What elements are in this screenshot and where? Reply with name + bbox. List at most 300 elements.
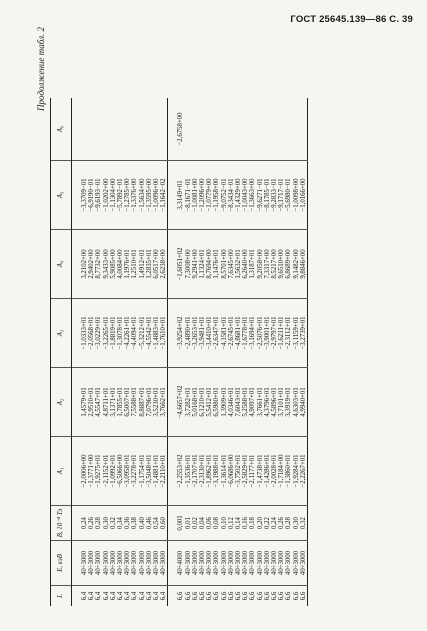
table-cell: −1,8819+01 (110, 299, 117, 368)
table-cell: 0,01 (185, 506, 192, 541)
table-cell: 0,18 (249, 506, 256, 541)
table-cell: −1,4329+00 (235, 161, 242, 230)
table-cell: 6,6 (184, 591, 192, 601)
table-cell: −3,1988+01 (213, 437, 220, 506)
table-cell: −1,0779+00 (206, 161, 213, 230)
table-cell: 5,0168+01 (192, 368, 199, 437)
table-cell: 6,6 (177, 591, 185, 601)
table-cell: −9,1717−01 (278, 161, 285, 230)
table-cell (285, 98, 292, 161)
table-cell: 9,3433+00 (103, 230, 110, 299)
table-cell: 9,6510+00 (278, 230, 285, 299)
table-cell: 6,4 (117, 591, 125, 601)
table-cell (117, 98, 124, 161)
table-cell (300, 98, 308, 161)
table-cell: 0,06 (206, 506, 213, 541)
table-cell: −1,0098+00 (293, 161, 300, 230)
table-cell: 0,36 (124, 506, 131, 541)
table-row (95, 98, 102, 606)
table-cell: 6,2640+00 (242, 230, 249, 299)
table-row (257, 98, 264, 606)
table-cell: 6,4 (88, 591, 96, 601)
table-row (110, 98, 117, 606)
table-cell: 6,6 (299, 591, 307, 601)
table-cell: −1,3078+01 (117, 299, 124, 368)
table-cell: 3,3919+01 (285, 368, 292, 437)
table-cell: 4,9097+01 (249, 368, 256, 437)
table-cell: −1,1304+00 (110, 161, 117, 230)
table-cell: 0,28 (285, 506, 292, 541)
table-cell: 3,7662+01 (160, 368, 168, 437)
table-cell: −2,6745+01 (228, 299, 235, 368)
table-cell: −9,6193−01 (95, 161, 102, 230)
table-cell: 0,34 (117, 506, 124, 541)
table-cell (88, 98, 95, 161)
table-cell: −4,4094+01 (131, 299, 138, 368)
table-cell: 6,8689+00 (285, 230, 292, 299)
table-cell: 0,60 (160, 506, 168, 541)
table-cell: −1,0166+00 (300, 161, 308, 230)
table-cell: 0,02 (192, 506, 199, 541)
page-header: ГОСТ 25645.139—86 С. 39 (290, 14, 413, 25)
table-cell (139, 98, 146, 161)
table-cell: 2,6238+00 (160, 230, 168, 299)
table-cell: −2,5076+01 (257, 299, 264, 368)
col-header: A₁ (51, 437, 72, 506)
table-cell: −1,7184+00 (278, 437, 285, 506)
table-cell (199, 98, 206, 161)
table-cell: −5,3212+01 (139, 299, 146, 368)
table-cell: 4,3796+01 (264, 368, 271, 437)
table-row (285, 98, 292, 606)
table-cell: 3,7101+01 (278, 368, 285, 437)
table-cell: −1,6778+01 (242, 299, 249, 368)
col-header: A₄ (51, 230, 72, 299)
table-cell: −4,2261+01 (124, 299, 131, 368)
table-cell: 0,04 (199, 506, 206, 541)
table-cell: 40÷3000 (110, 541, 117, 586)
rotated-table-page (18, 21, 418, 606)
table-cell: 40÷3000 (117, 541, 124, 586)
table-cell: −1,3860+01 (285, 437, 292, 506)
table-cell: 5,5412+01 (206, 368, 213, 437)
table-cell: −2,0028+01 (271, 437, 278, 506)
table-cell: −3,2265+01 (103, 299, 110, 368)
table-cell (81, 98, 88, 161)
table-cell: 4,6303+01 (293, 368, 300, 437)
col-header: L (51, 586, 72, 607)
table-row (206, 98, 213, 606)
col-header: B, 10⁻⁴ Тл (51, 506, 72, 541)
table-cell (103, 98, 110, 161)
table-cell (264, 98, 271, 161)
table-cell (153, 98, 160, 161)
table-cell: 9,8846+00 (300, 230, 308, 299)
table-cell (271, 98, 278, 161)
table-cell: 6,6 (249, 591, 257, 601)
table-cell: 3,7282+01 (185, 368, 192, 437)
table-cell: 40÷3000 (293, 541, 300, 586)
table-cell: −2,9797+01 (271, 299, 278, 368)
table-cell: 4,8711+01 (103, 368, 110, 437)
table-cell: 40÷3000 (257, 541, 264, 586)
table-cell: 9,2941+00 (192, 230, 199, 299)
table-cell: 1,5632+01 (235, 230, 242, 299)
table-cell: 6,6 (278, 591, 286, 601)
table-cell: −5,6980−01 (285, 161, 292, 230)
table-header-row (51, 98, 72, 606)
table-cell: −2,4890+01 (185, 299, 192, 368)
table-row (192, 98, 199, 606)
table-row (185, 98, 192, 606)
table-row (139, 98, 146, 606)
table-cell: 0,08 (213, 506, 220, 541)
table-cell: 0,20 (257, 506, 264, 541)
table-cell: 6,6 (285, 591, 293, 601)
table-cell: 6,4 (95, 591, 103, 601)
table-row (242, 98, 249, 606)
table-cell: 1,7855+01 (117, 368, 124, 437)
table-cell: −2,0006+00 (81, 437, 88, 506)
table-cell: −1,0096+00 (153, 161, 160, 230)
table-cell: 1,2510+01 (131, 230, 138, 299)
table-cell: 0,54 (153, 506, 160, 541)
table-cell (242, 98, 249, 161)
table-cell: −3,1694+01 (249, 299, 256, 368)
table-cell: 40÷3000 (146, 541, 153, 586)
table-cell: −1,2785+00 (124, 161, 131, 230)
table-cell: −2,3130+01 (199, 437, 206, 506)
table-cell (124, 98, 131, 161)
table-cell: −2,1707+01 (192, 437, 199, 506)
col-header: E, кэВ (51, 541, 72, 586)
table-cell: −2,2110+01 (160, 437, 168, 506)
table-cell: 6,4 (102, 591, 110, 601)
table-cell: 6,0517+00 (153, 230, 160, 299)
table-cell: −2,2553+02 (177, 437, 184, 506)
table-cell: 6,6 (256, 591, 264, 601)
table-cell: 6,6 (292, 591, 300, 601)
table-row (131, 98, 138, 606)
table-row (213, 98, 220, 606)
table-cell: −1,0081+00 (192, 161, 199, 230)
table-cell: −3,2653+01 (192, 299, 199, 368)
table-cell: 5,2588+01 (242, 368, 249, 437)
table-cell: 40÷4000 (177, 541, 184, 586)
table-cell: 1,3909+01 (221, 368, 228, 437)
table-cell: 3,2102+00 (81, 230, 88, 299)
table-cell: 6,6 (242, 591, 250, 601)
table-cell: −6,5066+00 (117, 437, 124, 506)
table-cell: −2,1152+01 (103, 437, 110, 506)
table-row (177, 98, 184, 606)
table-cell: −1,7610+01 (160, 299, 168, 368)
table-cell: −8,1671−01 (185, 161, 192, 230)
table-cell: 4,0346+01 (228, 368, 235, 437)
table-cell: 0,40 (139, 506, 146, 541)
table-cell: −1,0202+00 (103, 161, 110, 230)
table-cell: 40÷3000 (249, 541, 256, 586)
table-cell: −1,3376+00 (131, 161, 138, 230)
table-cell: 0,26 (88, 506, 95, 541)
table-cell: 6,4 (145, 591, 153, 601)
table-cell (110, 98, 117, 161)
table-cell: 40÷3000 (160, 541, 168, 586)
table-cell: −3,0958+01 (124, 437, 131, 506)
table-cell: 6,4 (109, 591, 117, 601)
table-row (278, 98, 285, 606)
table-cell: 0,26 (278, 506, 285, 541)
table-cell: −2,6347+01 (213, 299, 220, 368)
table-row (271, 98, 278, 606)
table-cell: −1,6231+01 (278, 299, 285, 368)
table-cell: 5,9085+00 (110, 230, 117, 299)
table-cell: 8,7694+00 (206, 230, 213, 299)
table-cell: −1,9275+01 (95, 437, 102, 506)
table-cell: −3,3709−01 (81, 161, 88, 230)
table-cell: −2,0568+01 (88, 299, 95, 368)
table-cell: 40÷3000 (139, 541, 146, 586)
table-cell: 1,3187+01 (249, 230, 256, 299)
table-cell: 9,1482+00 (293, 230, 300, 299)
table-cell: 6,4 (160, 591, 168, 601)
table-cell: 0,001 (177, 506, 184, 541)
table-cell: 6,5980+01 (213, 368, 220, 437)
table-cell: −8,3434−01 (228, 161, 235, 230)
table-cell: 40÷3000 (131, 541, 138, 586)
table-cell: 6,4 (131, 591, 139, 601)
table-cell: 6,1210+01 (199, 368, 206, 437)
table-cell: 8,5701+00 (221, 230, 228, 299)
col-header: A₂ (51, 368, 72, 437)
table-cell: 40÷3000 (88, 541, 95, 586)
table-cell: 1,1324+01 (199, 230, 206, 299)
table-cell: 40÷3000 (285, 541, 292, 586)
table-row (88, 98, 95, 606)
table-cell: 0,24 (271, 506, 278, 541)
table-cell: 7,0796+01 (146, 368, 153, 437)
table-cell: −4,1581+01 (221, 299, 228, 368)
table-cell (278, 98, 285, 161)
table-cell: −1,1754+01 (139, 437, 146, 506)
table-cell: 40÷3000 (153, 541, 160, 586)
table-cell: 3,5230+01 (153, 368, 160, 437)
table-cell: 0,24 (81, 506, 88, 541)
table-cell (249, 98, 256, 161)
table-cell: 0,46 (146, 506, 153, 541)
table-cell: −1,1642−02 (160, 161, 168, 230)
table-cell: 0,30 (293, 506, 300, 541)
table-cell: −3,2278+01 (131, 437, 138, 506)
table-cell: −4,5542+01 (146, 299, 153, 368)
table-cell: 40÷3000 (185, 541, 192, 586)
table-cell: −4,6657+02 (177, 368, 184, 437)
table-cell: 8,5217+00 (271, 230, 278, 299)
table-cell: 6,6 (191, 591, 199, 601)
table-cell: 1,4579+01 (81, 368, 88, 437)
table-cell: 6,6 (206, 591, 214, 601)
table-cell: −2,3112+01 (285, 299, 292, 368)
table-cell: −3,7502+01 (235, 437, 242, 506)
table-cell: 6,6 (220, 591, 228, 601)
col-header: A₆ (51, 98, 72, 161)
table-cell: 4,5547+01 (95, 368, 102, 437)
table-cell: 7,6043+01 (235, 368, 242, 437)
table-cell: 40÷3000 (271, 541, 278, 586)
table-cell: 1,1976+01 (124, 230, 131, 299)
table-row (228, 98, 235, 606)
table-cell: 40÷3000 (95, 541, 102, 586)
table-cell: 6,4 (124, 591, 132, 601)
col-header: A₃ (51, 299, 72, 368)
table-cell: 40÷3000 (300, 541, 308, 586)
table-row (153, 98, 160, 606)
table-cell: −9,6271−01 (257, 161, 264, 230)
table-cell: 0,22 (264, 506, 271, 541)
table-cell: −3,9001+01 (264, 299, 271, 368)
table-cell: −1,4738+01 (257, 437, 264, 506)
table-cell: 8,8887+01 (139, 368, 146, 437)
table-cell: −3,2739+01 (300, 299, 308, 368)
table-cell: −2,2267+01 (300, 437, 308, 506)
table-cell (293, 98, 300, 161)
table-cell (131, 98, 138, 161)
table-cell: −2,5829+01 (242, 437, 249, 506)
table-cell: −3,0229+01 (95, 299, 102, 368)
table-cell: −1,3614+01 (221, 437, 228, 506)
table-cell: −1,6051+02 (177, 230, 184, 299)
table-cell: 40÷3000 (242, 541, 249, 586)
table-cell: 2,9510+01 (88, 368, 95, 437)
table-row (103, 98, 110, 606)
table-row (81, 98, 88, 606)
table-cell: −1,3771+00 (88, 437, 95, 506)
table-cell: 2,9402+00 (88, 230, 95, 299)
table-cell (228, 98, 235, 161)
table-cell: 40÷3000 (228, 541, 235, 586)
table-cell: −1,2096+00 (199, 161, 206, 230)
table-cell: 6,6 (213, 591, 221, 601)
table-cell: 6,6 (199, 591, 207, 601)
table-cell: 6,4 (81, 591, 88, 601)
table-cell: 4,9940+01 (300, 368, 308, 437)
table-cell: 6,6 (235, 591, 243, 601)
table-cell: −1,4286+01 (264, 437, 271, 506)
table-cell: −1,3536+01 (185, 437, 192, 506)
table-cell (192, 98, 199, 161)
table-cell: −9,0752−01 (221, 161, 228, 230)
table-cell (206, 98, 213, 161)
table-cell: −6,9190−01 (88, 161, 95, 230)
table-cell: 0,38 (131, 506, 138, 541)
table-cell: −1,4883+01 (153, 299, 160, 368)
table-cell: 40÷3000 (213, 541, 220, 586)
table-cell: 9,2058+00 (257, 230, 264, 299)
table-cell: 40÷3000 (206, 541, 213, 586)
table-cell: −1,0333+01 (81, 299, 88, 368)
table-cell (235, 98, 242, 161)
table-cell: −3,9254+02 (177, 299, 184, 368)
table-cell: 1,2835+01 (146, 230, 153, 299)
table-cell: 6,4 (138, 591, 146, 601)
table-cell: −1,5634+00 (139, 161, 146, 230)
table-cell: −2,1177+01 (249, 437, 256, 506)
table-cell: 3,7661+01 (257, 368, 264, 437)
table-cell (146, 98, 153, 161)
table-row (124, 98, 131, 606)
table-cell: −4,8681+01 (235, 299, 242, 368)
table-cell: 40÷3000 (124, 541, 131, 586)
table-cell: 40÷3000 (81, 541, 88, 586)
table-row (160, 98, 168, 606)
table-cell: 7,3317+00 (264, 230, 271, 299)
table-cell: 0,12 (228, 506, 235, 541)
table-cell: −1,4881+01 (153, 437, 160, 506)
table-row (221, 98, 228, 606)
table-cell: 40÷3000 (221, 541, 228, 586)
table-row (293, 98, 300, 606)
table-cell: −8,1785−01 (264, 161, 271, 230)
table-cell: −3,1159+01 (293, 299, 300, 368)
table-cell: −5,7892−01 (117, 161, 124, 230)
table-cell: 40÷3000 (235, 541, 242, 586)
table-row (249, 98, 256, 606)
table-cell: 7,5588+01 (131, 368, 138, 437)
table-cell: −1,9284+01 (293, 437, 300, 506)
table-row (300, 98, 308, 606)
table-cell: −1,0992+01 (110, 437, 117, 506)
table-cell: 40÷3000 (278, 541, 285, 586)
table-cell (257, 98, 264, 161)
table-cell: 0,16 (242, 506, 249, 541)
table-cell: 1,1476+01 (213, 230, 220, 299)
table-cell: 4,0084+00 (117, 230, 124, 299)
table-cell: 6,5007+01 (124, 368, 131, 437)
table-cell: 0,32 (110, 506, 117, 541)
table-cell: −3,9481+01 (199, 299, 206, 368)
table-row (117, 98, 124, 606)
table-cell: 40÷3000 (199, 541, 206, 586)
table-cell: 6,6 (227, 591, 235, 601)
table-cell: 40÷3000 (192, 541, 199, 586)
table-cell: 8,7732+00 (95, 230, 102, 299)
table-cell: −1,0043+00 (242, 161, 249, 230)
table-row (199, 98, 206, 606)
table-body-group-2 (168, 98, 308, 606)
table-cell: 0,28 (95, 506, 102, 541)
col-header: A₅ (51, 161, 72, 230)
table-cell (95, 98, 102, 161)
table-cell (213, 98, 220, 161)
table-cell: 0,30 (103, 506, 110, 541)
table-cell: 4,5896+01 (271, 368, 278, 437)
table-cell: −6,0686+00 (228, 437, 235, 506)
table-row (146, 98, 153, 606)
table-cell (185, 98, 192, 161)
table-cell: −1,8962+01 (206, 437, 213, 506)
table-cell: −3,5048+01 (146, 437, 153, 506)
table-cell: 3,1371+01 (110, 368, 117, 437)
table-cell: 1,4912+01 (139, 230, 146, 299)
table-cell: 3,3149+01 (177, 161, 184, 230)
table-cell: −1,3595+00 (146, 161, 153, 230)
table-cell: −2,6758+00 (177, 98, 184, 161)
table-subtitle: Продолжение табл. 2 (36, 27, 46, 111)
table-cell: 6,6 (271, 591, 279, 601)
data-table (50, 98, 308, 606)
table-cell: 6,4 (153, 591, 161, 601)
table-row (264, 98, 271, 606)
